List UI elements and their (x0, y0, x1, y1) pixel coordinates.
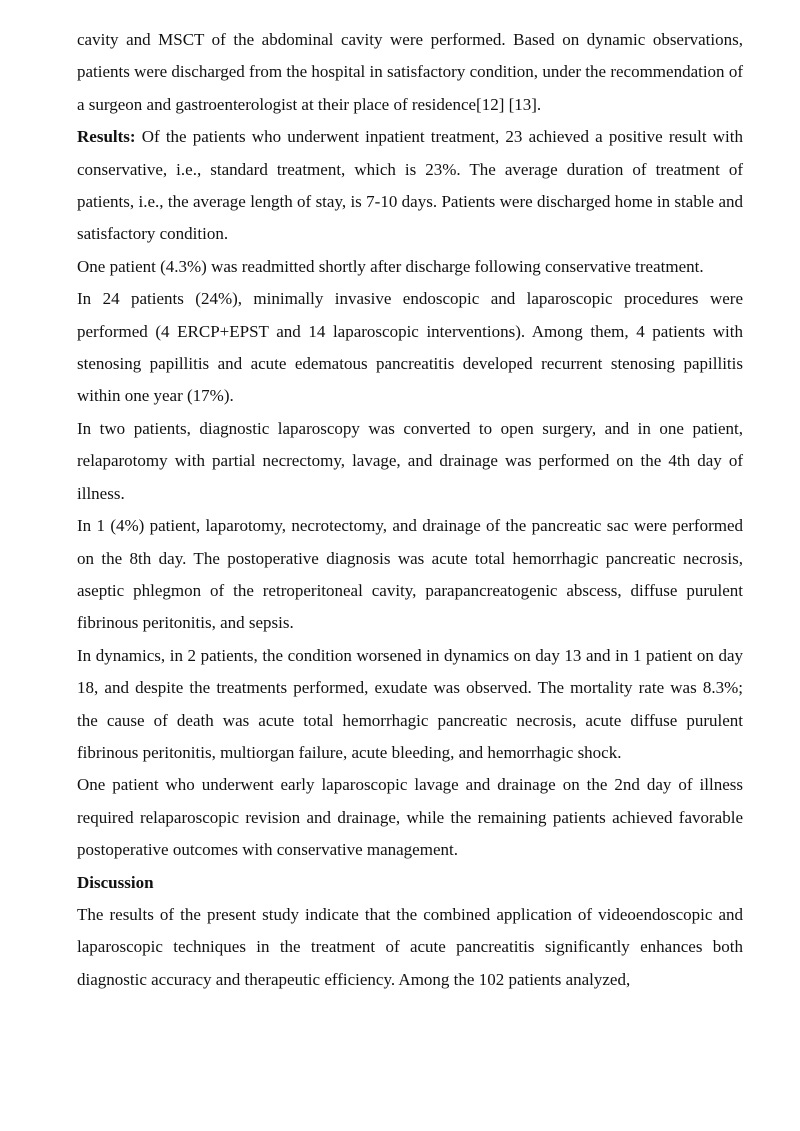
paragraph-intro-continuation: cavity and MSCT of the abdominal cavity were performed. Based on dynamic observations, patients were discharged from the hospital in satisfactory condition, under the recommendation of a surgeon and gastroenterologist at their place of residence[12] [13]. (77, 30, 743, 114)
paragraph-minimally-invasive: In 24 patients (24%), minimally invasive endoscopic and laparoscopic procedures were performed (4 ERCP+EPST and 14 laparoscopic interventions). Among them, 4 patients with stenosing papillitis and acute edematous pancreatitis developed recurrent stenosing papillitis within one year (17%). (77, 289, 743, 406)
paragraph-discussion: The results of the present study indicate that the combined application of videoendoscopic and laparoscopic techniques in the treatment of acute pancreatitis significantly enhances both diagnostic accuracy and therapeutic efficiency. Among the 102 patients analyzed, (77, 904, 743, 989)
paragraph-mortality: In dynamics, in 2 patients, the condition worsened in dynamics on day 13 and in 1 patient on day 18, and despite the treatments performed, exudate was observed. The mortality rate was 8.3%; the cause of death was acute total hemorrhagic pancreatic necrosis, acute diffuse purulent fibrinous peritonitis, multiorgan failure, acute bleeding, and hemorrhagic shock. (77, 645, 743, 762)
paragraph-readmission: One patient (4.3%) was readmitted shortly after discharge following conservative treatment. (77, 256, 704, 276)
paragraph-conversion: In two patients, diagnostic laparoscopy was converted to open surgery, and in one patient, relaparotomy with partial necrectomy, lavage, and drainage was performed on the 4th day of illness. (77, 418, 743, 503)
document-page (77, 24, 743, 996)
paragraph-relaparoscopy: One patient who underwent early laparoscopic lavage and drainage on the 2nd day of illness required relaparoscopic revision and drainage, while the remaining patients achieved favorable postoperative outcomes with conservative management. (77, 775, 743, 860)
results-text: Of the patients who underwent inpatient treatment, 23 achieved a positive result with conservative, i.e., standard treatment, which is 23%. The average duration of treatment of patients, i.e., the average length of stay, is 7-10 days. Patients were discharged home in stable and satisfactory condition. (77, 127, 743, 244)
discussion-heading: Discussion (77, 872, 154, 892)
paragraph-results (77, 121, 743, 251)
paragraph-laparotomy: In 1 (4%) patient, laparotomy, necrotectomy, and drainage of the pancreatic sac were performed on the 8th day. The postoperative diagnosis was acute total hemorrhagic pancreatic necrosis, aseptic phlegmon of the retroperitoneal cavity, parapancreatogenic abscess, diffuse purulent fibrinous peritonitis, and sepsis. (77, 516, 743, 633)
results-label: Results: (77, 127, 136, 147)
